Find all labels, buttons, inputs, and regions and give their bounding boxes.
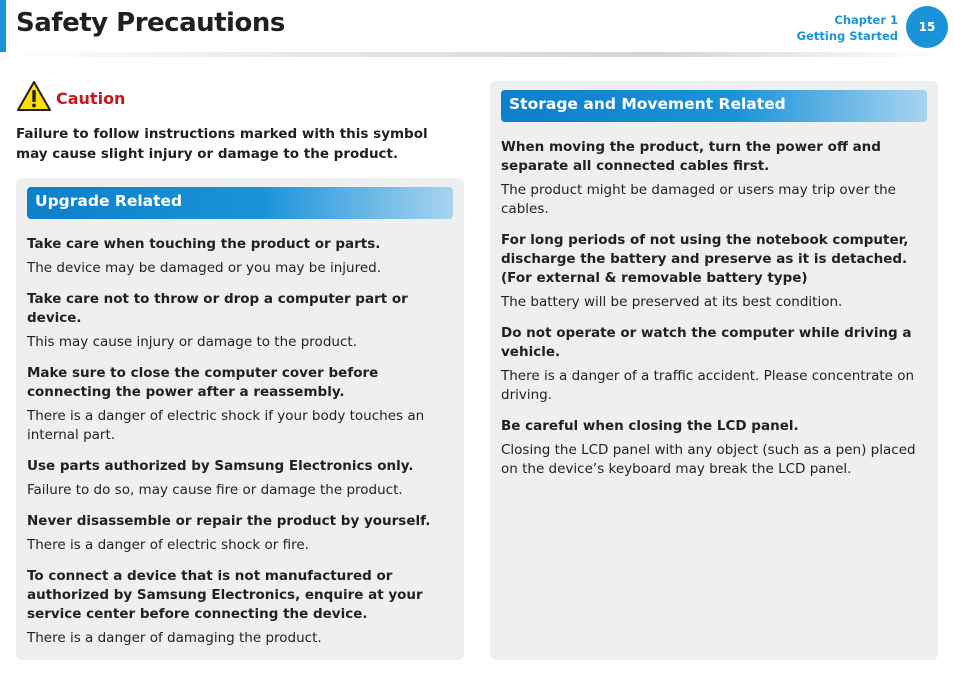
- list-item: [27, 290, 453, 352]
- item-title: Never disassemble or repair the product by yourself.: [27, 513, 431, 529]
- item-description: Closing the LCD panel with any object (such as a pen) placed on the device’s keyboard may break the LCD panel.: [501, 442, 916, 477]
- item-title: Do not operate or watch the computer while driving a vehicle.: [501, 325, 912, 360]
- item-title: To connect a device that is not manufactured or authorized by Samsung Electronics, enquire at your service center before connecting the device.: [27, 568, 423, 622]
- item-description: The device may be damaged or you may be injured.: [27, 260, 382, 276]
- header-divider: [0, 52, 940, 57]
- upgrade-panel: [16, 178, 464, 660]
- item-title: Use parts authorized by Samsung Electronics only.: [27, 458, 414, 474]
- item-title: Be careful when closing the LCD panel.: [501, 418, 799, 434]
- list-item: [501, 324, 927, 405]
- chapter-number: Chapter 1: [834, 13, 898, 27]
- list-item: [501, 417, 927, 479]
- page-number-badge: 15: [906, 6, 948, 48]
- list-item: [27, 457, 453, 500]
- page-title: Safety Precautions: [16, 8, 285, 38]
- caution-label: Caution: [56, 88, 126, 108]
- item-description: The battery will be preserved at its best condition.: [501, 294, 843, 310]
- item-title: Make sure to close the computer cover before connecting the power after a reassembly.: [27, 365, 379, 400]
- storage-list: [501, 138, 927, 479]
- item-title: When moving the product, turn the power off and separate all connected cables first.: [501, 139, 881, 174]
- list-item: [27, 364, 453, 445]
- chapter-title: Getting Started: [796, 29, 898, 43]
- item-description: There is a danger of electric shock or fire.: [27, 537, 309, 553]
- item-description: Failure to do so, may cause fire or damage the product.: [27, 482, 403, 498]
- item-description: This may cause injury or damage to the product.: [27, 334, 357, 350]
- chapter-label: [797, 12, 898, 44]
- item-description: The product might be damaged or users may trip over the cables.: [501, 182, 896, 217]
- item-description: There is a danger of a traffic accident. Please concentrate on driving.: [501, 368, 915, 403]
- caution-notice: [16, 80, 456, 164]
- upgrade-list: [27, 235, 453, 648]
- warning-triangle-icon: [16, 80, 52, 116]
- caution-heading: [16, 80, 456, 116]
- list-item: [501, 138, 927, 219]
- item-title: Take care not to throw or drop a computer part or device.: [27, 291, 408, 326]
- caution-text: Failure to follow instructions marked with this symbol may cause slight injury or damage to the product.: [16, 126, 428, 162]
- list-item: [27, 567, 453, 648]
- list-item: [501, 231, 927, 312]
- item-title: Take care when touching the product or parts.: [27, 236, 381, 252]
- list-item: [27, 235, 453, 278]
- item-title: For long periods of not using the notebook computer, discharge the battery and preserve as it is detached.: [501, 232, 909, 267]
- item-description: There is a danger of electric shock if your body touches an internal part.: [27, 408, 425, 443]
- storage-heading: Storage and Movement Related: [501, 90, 927, 122]
- item-note: (For external & removable battery type): [501, 270, 808, 286]
- storage-panel: [490, 81, 938, 660]
- item-description: There is a danger of damaging the product.: [27, 630, 322, 646]
- upgrade-heading: Upgrade Related: [27, 187, 453, 219]
- list-item: [27, 512, 453, 555]
- header-accent-bar: [0, 0, 6, 52]
